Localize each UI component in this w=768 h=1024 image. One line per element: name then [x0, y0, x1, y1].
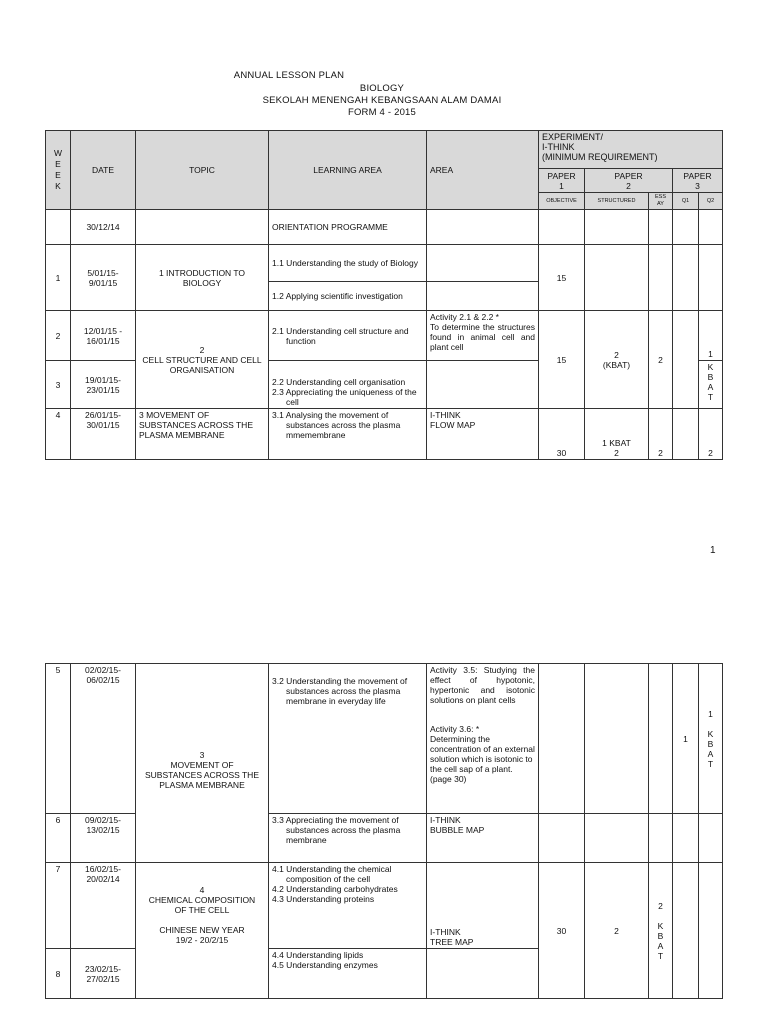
col-header-paper2: PAPER 2	[585, 169, 673, 193]
orientation-label: ORIENTATION PROGRAMME	[269, 210, 427, 245]
learning-area-cell	[269, 814, 427, 863]
col-header-structured: STRUCTURED	[585, 193, 649, 210]
doc-school: SEKOLAH MENENGAH KEBANGSAAN ALAM DAMAI	[262, 95, 502, 106]
area-cell	[427, 664, 539, 814]
paper2-structured-cell: 2	[585, 863, 649, 999]
learning-area-item: 4.5 Understanding enzymes	[272, 960, 378, 970]
paper1-cell: 30	[539, 409, 585, 460]
lesson-plan-table-2	[45, 663, 723, 999]
paper2-structured-cell: 2 (KBAT)	[585, 311, 649, 409]
doc-form: FORM 4 - 2015	[347, 107, 417, 118]
learning-area-item: 4.4 Understanding lipids	[272, 950, 364, 960]
date-cell: 5/01/15- 9/01/15	[71, 245, 136, 311]
week-cell: 5	[46, 664, 71, 814]
activity-title: Activity 2.1 & 2.2 *	[430, 312, 499, 322]
learning-area-item: 4.2 Understanding carbohydrates	[272, 884, 398, 894]
paper1-cell: 30	[539, 863, 585, 999]
activity-desc: To determine the structures found in animal cell and plant cell	[430, 322, 535, 352]
topic-cell: 3 MOVEMENT OF SUBSTANCES ACROSS THE PLASMA MEMBRANE	[136, 664, 269, 863]
learning-area-cell	[269, 664, 427, 814]
date-cell: 09/02/15- 13/02/15	[71, 814, 136, 863]
table-row	[46, 311, 723, 361]
learning-area-item: 3.1 Analysing the movement of substances across the plasma mmemembrane	[272, 410, 401, 440]
col-header-objective: OBJECTIVE	[539, 193, 585, 210]
date-cell: 23/02/15- 27/02/15	[71, 949, 136, 999]
date-cell: 26/01/15- 30/01/15	[71, 409, 136, 460]
col-header-q1: Q1	[673, 193, 699, 210]
learning-area-cell	[269, 949, 427, 999]
area-cell: I-THINK FLOW MAP	[427, 409, 539, 460]
activity-desc: Activity 3.5: Studying the effect of hypotonic, hypertonic and isotonic solutions on plant cells	[430, 665, 535, 705]
learning-area-cell	[269, 282, 427, 311]
col-header-q2: Q2	[699, 193, 723, 210]
topic-cell: 2 CELL STRUCTURE AND CELL ORGANISATION	[136, 311, 269, 409]
activity-desc: Activity 3.6: * Determining the concentration of an external solution which is isotonic to the cell sap of a plant. (page 30)	[430, 724, 535, 784]
date-cell: 30/12/14	[71, 210, 136, 245]
lesson-plan-table-1	[45, 130, 723, 460]
paper3-q2-cell: K B A T	[699, 361, 723, 409]
paper2-structured-cell: 1 KBAT 2	[585, 409, 649, 460]
learning-area-item: 4.3 Understanding proteins	[272, 894, 375, 904]
week-cell: 1	[46, 245, 71, 311]
week-cell: 6	[46, 814, 71, 863]
table-row	[46, 245, 723, 282]
area-cell	[427, 311, 539, 361]
paper3-q1-cell: 1	[673, 664, 699, 814]
paper2-essay-cell: 2	[649, 311, 673, 409]
learning-area-item: 2.1 Understanding cell structure and function	[272, 325, 409, 346]
doc-title: ANNUAL LESSON PLAN	[233, 70, 345, 81]
learning-area-item: 2.2 Understanding cell organisation	[272, 377, 406, 387]
learning-area-cell	[269, 409, 427, 460]
col-header-learning-area: LEARNING AREA	[269, 131, 427, 210]
date-cell: 19/01/15- 23/01/15	[71, 361, 136, 409]
week-cell: 3	[46, 361, 71, 409]
topic-cell: 1 INTRODUCTION TO BIOLOGY	[136, 245, 269, 311]
date-cell: 12/01/15 - 16/01/15	[71, 311, 136, 361]
paper1-cell: 15	[539, 245, 585, 311]
col-header-experiment: EXPERIMENT/ I-THINK (MINIMUM REQUIREMENT)	[539, 131, 723, 169]
learning-area-item: 3.2 Understanding the movement of substances across the plasma membrane in everyday life	[272, 676, 408, 706]
table-row	[46, 210, 723, 245]
col-header-paper1: PAPER 1	[539, 169, 585, 193]
area-cell: I-THINK BUBBLE MAP	[427, 814, 539, 863]
doc-subject: BIOLOGY	[359, 83, 405, 94]
paper3-q2-cell: 2	[699, 409, 723, 460]
paper3-q2-cell: 1	[699, 311, 723, 361]
learning-area-item: 3.3 Appreciating the movement of substances across the plasma membrane	[272, 815, 401, 845]
paper2-essay-cell: 2	[649, 409, 673, 460]
col-header-area: AREA	[427, 131, 539, 210]
date-cell: 16/02/15- 20/02/14	[71, 863, 136, 949]
paper2-essay-cell: 2 K B A T	[649, 863, 673, 999]
learning-area-cell	[269, 361, 427, 409]
topic-cell: 3 MOVEMENT OF SUBSTANCES ACROSS THE PLASMA MEMBRANE	[136, 409, 269, 460]
learning-area-item: 2.3 Appreciating the uniqueness of the cell	[272, 387, 417, 407]
table-row	[46, 409, 723, 460]
col-header-week: W E E K	[46, 131, 71, 210]
col-header-date: DATE	[71, 131, 136, 210]
learning-area-item: 1.1 Understanding the study of Biology	[272, 258, 419, 268]
topic-cell: 4 CHEMICAL COMPOSITION OF THE CELL CHINESE NEW YEAR 19/2 - 20/2/15	[136, 863, 269, 999]
col-header-topic: TOPIC	[136, 131, 269, 210]
learning-area-cell	[269, 863, 427, 949]
col-header-paper3: PAPER 3	[673, 169, 723, 193]
learning-area-cell	[269, 311, 427, 361]
paper3-q2-cell: 1 K B A T	[699, 664, 723, 814]
week-cell: 2	[46, 311, 71, 361]
table-row	[46, 664, 723, 814]
week-cell: 8	[46, 949, 71, 999]
table-row	[46, 863, 723, 949]
learning-area-cell	[269, 245, 427, 282]
area-cell: I-THINK TREE MAP	[427, 863, 539, 949]
learning-area-item: 1.2 Applying scientific investigation	[272, 291, 403, 301]
col-header-essay: ESS AY	[649, 193, 673, 210]
week-cell: 4	[46, 409, 71, 460]
page-number: 1	[710, 545, 716, 556]
paper1-cell: 15	[539, 311, 585, 409]
week-cell: 7	[46, 863, 71, 949]
date-cell: 02/02/15- 06/02/15	[71, 664, 136, 814]
learning-area-item: 4.1 Understanding the chemical composition of the cell	[272, 864, 392, 884]
